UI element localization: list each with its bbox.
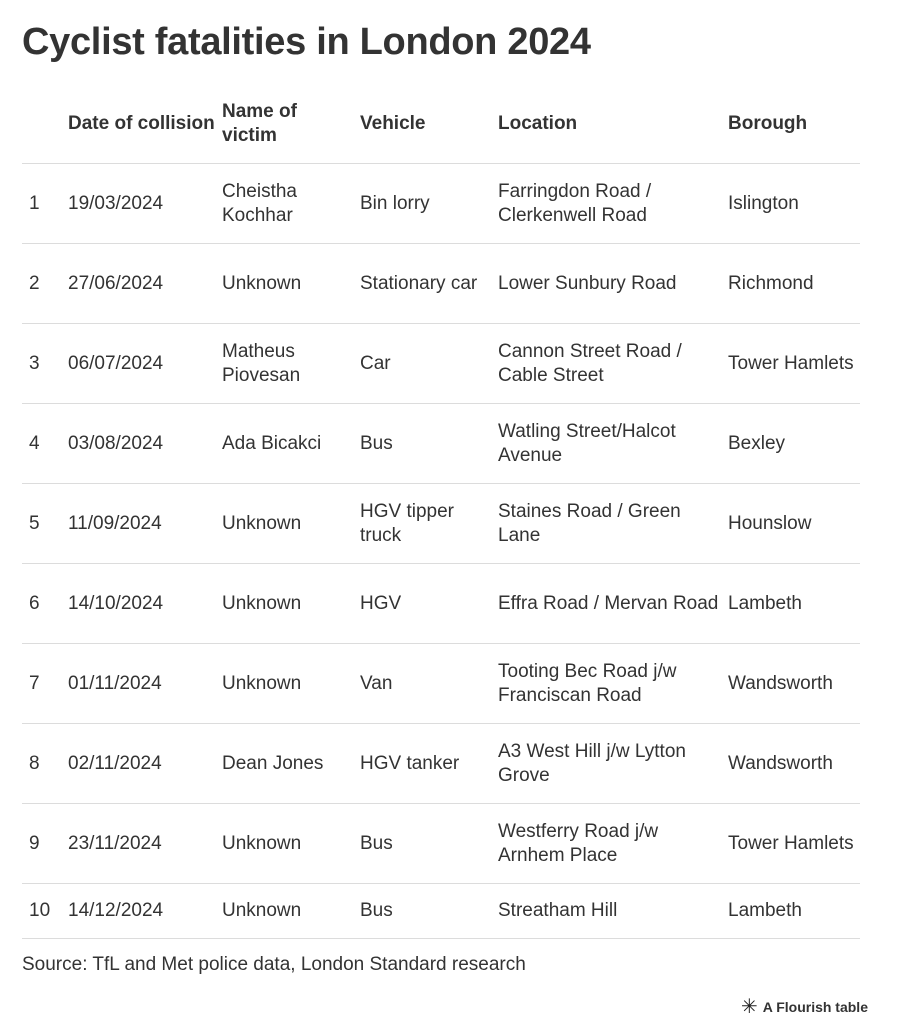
cell-vehicle: Bus xyxy=(360,884,498,939)
table-row xyxy=(22,324,860,404)
cell-date: 11/09/2024 xyxy=(68,484,222,564)
cell-borough: Richmond xyxy=(728,244,860,324)
cell-location: Tooting Bec Road j/w Franciscan Road xyxy=(498,644,728,724)
flourish-asterisk-icon: ✳ xyxy=(740,996,758,1018)
table-row xyxy=(22,884,860,939)
cell-victim: Dean Jones xyxy=(222,724,360,804)
cell-date: 27/06/2024 xyxy=(68,244,222,324)
cell-location: Lower Sunbury Road xyxy=(498,244,728,324)
table-row xyxy=(22,164,860,244)
cell-borough: Hounslow xyxy=(728,484,860,564)
cell-borough: Wandsworth xyxy=(728,644,860,724)
cell-vehicle: Bus xyxy=(360,804,498,884)
column-header-borough: Borough xyxy=(728,84,860,164)
table-body xyxy=(22,164,860,939)
cell-date: 01/11/2024 xyxy=(68,644,222,724)
cell-date: 14/10/2024 xyxy=(68,564,222,644)
cell-victim: Unknown xyxy=(222,644,360,724)
table-row xyxy=(22,564,860,644)
cell-victim: Unknown xyxy=(222,564,360,644)
cell-borough: Lambeth xyxy=(728,564,860,644)
header-row xyxy=(22,84,860,164)
table-title: Cyclist fatalities in London 2024 xyxy=(22,21,591,63)
cell-location: Effra Road / Mervan Road xyxy=(498,564,728,644)
table-row xyxy=(22,484,860,564)
cell-location: Cannon Street Road / Cable Street xyxy=(498,324,728,404)
cell-victim: Cheistha Kochhar xyxy=(222,164,360,244)
cell-index: 7 xyxy=(22,644,68,724)
cell-location: Westferry Road j/w Arnhem Place xyxy=(498,804,728,884)
cell-borough: Islington xyxy=(728,164,860,244)
cell-location: Staines Road / Green Lane xyxy=(498,484,728,564)
column-header-index xyxy=(22,84,68,164)
cell-vehicle: HGV tipper truck xyxy=(360,484,498,564)
cell-location: Farringdon Road / Clerkenwell Road xyxy=(498,164,728,244)
cell-date: 14/12/2024 xyxy=(68,884,222,939)
cell-vehicle: HGV xyxy=(360,564,498,644)
cell-victim: Unknown xyxy=(222,484,360,564)
cell-vehicle: Stationary car xyxy=(360,244,498,324)
cell-date: 06/07/2024 xyxy=(68,324,222,404)
cell-date: 19/03/2024 xyxy=(68,164,222,244)
cell-victim: Matheus Piovesan xyxy=(222,324,360,404)
flourish-credit-label: A Flourish table xyxy=(762,999,868,1015)
table-row xyxy=(22,404,860,484)
cell-vehicle: Van xyxy=(360,644,498,724)
cell-date: 03/08/2024 xyxy=(68,404,222,484)
cell-date: 02/11/2024 xyxy=(68,724,222,804)
table-header xyxy=(22,84,860,164)
column-header-date: Date of collision xyxy=(68,84,222,164)
cell-index: 10 xyxy=(22,884,68,939)
cell-borough: Tower Hamlets xyxy=(728,804,860,884)
cell-index: 4 xyxy=(22,404,68,484)
column-header-location: Location xyxy=(498,84,728,164)
cell-index: 3 xyxy=(22,324,68,404)
cell-borough: Tower Hamlets xyxy=(728,324,860,404)
cell-vehicle: Bin lorry xyxy=(360,164,498,244)
fatalities-table xyxy=(22,84,860,939)
cell-index: 5 xyxy=(22,484,68,564)
column-header-vehicle: Vehicle xyxy=(360,84,498,164)
cell-victim: Unknown xyxy=(222,804,360,884)
source-note: Source: TfL and Met police data, London Standard research xyxy=(22,954,526,975)
cell-borough: Bexley xyxy=(728,404,860,484)
table-row xyxy=(22,804,860,884)
cell-victim: Unknown xyxy=(222,244,360,324)
cell-date: 23/11/2024 xyxy=(68,804,222,884)
cell-location: Watling Street/Halcot Avenue xyxy=(498,404,728,484)
cell-vehicle: Bus xyxy=(360,404,498,484)
table-row xyxy=(22,724,860,804)
cell-vehicle: Car xyxy=(360,324,498,404)
cell-index: 6 xyxy=(22,564,68,644)
cell-location: A3 West Hill j/w Lytton Grove xyxy=(498,724,728,804)
cell-location: Streatham Hill xyxy=(498,884,728,939)
cell-borough: Lambeth xyxy=(728,884,860,939)
flourish-credit[interactable] xyxy=(741,998,868,1016)
cell-victim: Unknown xyxy=(222,884,360,939)
table-row xyxy=(22,244,860,324)
cell-index: 8 xyxy=(22,724,68,804)
column-header-victim: Name of victim xyxy=(222,84,360,164)
cell-index: 9 xyxy=(22,804,68,884)
cell-victim: Ada Bicakci xyxy=(222,404,360,484)
table-row xyxy=(22,644,860,724)
cell-index: 1 xyxy=(22,164,68,244)
cell-vehicle: HGV tanker xyxy=(360,724,498,804)
cell-index: 2 xyxy=(22,244,68,324)
cell-borough: Wandsworth xyxy=(728,724,860,804)
